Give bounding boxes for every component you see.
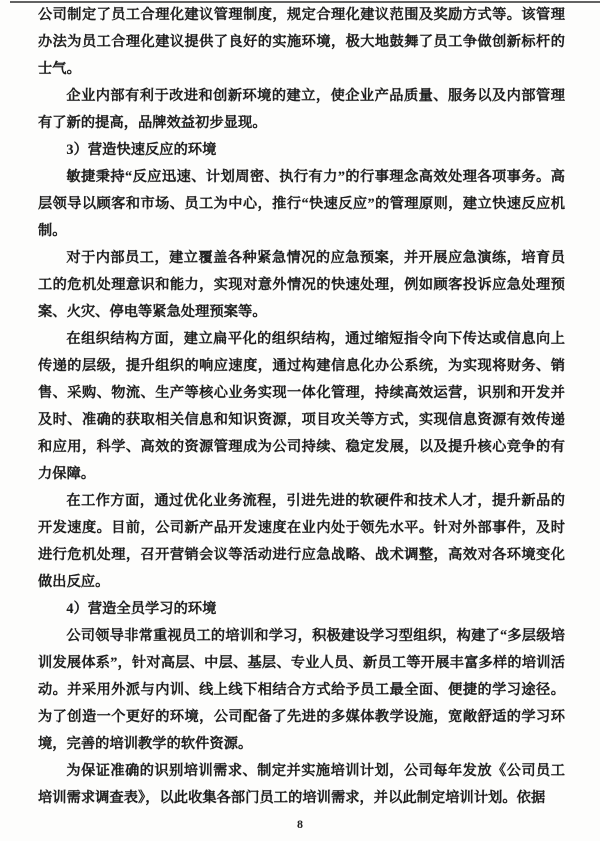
- paragraph-agile-philosophy: 敏捷秉持“反应迅速、计划周密、执行有力”的行事理念高效处理各项事务。高层领导以顾客和市场、员工为中心，推行“快速反应”的管理原则，建立快速反应机制。: [38, 169, 565, 239]
- section-heading-quick-response: 3）营造快速反应的环境: [66, 142, 217, 158]
- paragraph-training-needs-survey: 为保证准确的识别培训需求、制定并实施培训计划，公司每年发放《公司员工培训需求调查表》，以此收集各部门员工的培训需求，并以此制定培训计划。依据: [38, 763, 565, 806]
- page-number: 8: [297, 817, 303, 831]
- paragraph-training-system: 公司领导非常重视员工的培训和学习，积极建设学习型组织，构建了“多层级培训发展体系”，针对高层、中层、基层、专业人员、新员工等开展丰富多样的培训活动。并采用外派与内训、线上线下相结合方式给予员工最全面、便捷的学习途径。为了创造一个更好的环境，公司配备了先进的多媒体教学设施，宽敞舒适的学习环境，完善的培训教学的软件资源。: [38, 628, 565, 752]
- paragraph-internal-improvement: 企业内部有利于改进和创新环境的建立，使企业产品质量、服务以及内部管理有了新的提高，品牌效益初步显现。: [38, 88, 565, 131]
- section-heading-learning-environment: 4）营造全员学习的环境: [66, 601, 217, 617]
- paragraph-organization-structure: 在组织结构方面，建立扁平化的组织结构，通过缩短指令向下传达或信息向上传递的层级，提升组织的响应速度，通过构建信息化办公系统，为实现将财务、销售、采购、物流、生产等核心业务实现一体化管理，持续高效运营，识别和开发并及时、准确的获取相关信息和知识资源，项目攻关等方式，实现信息资源有效传递和应用，科学、高效的资源管理成为公司持续、稳定发展，以及提升核心竞争的有力保障。: [38, 331, 565, 482]
- paragraph-work-optimization: 在工作方面，通过优化业务流程，引进先进的软硬件和技术人才，提升新品的开发速度。目前，公司新产品开发速度在业内处于领先水平。针对外部事件，及时进行危机处理，召开营销会议等活动进行应急战略、战术调整，高效对各环境变化做出反应。: [38, 493, 565, 590]
- paragraph-rationalization-suggestion: 公司制定了员工合理化建议管理制度，规定合理化建议范围及奖励方式等。该管理办法为员工合理化建议提供了良好的实施环境，极大地鼓舞了员工争做创新标杆的士气。: [38, 7, 565, 77]
- paragraph-emergency-plans: 对于内部员工，建立覆盖各种紧急情况的应急预案，并开展应急演练，培育员工的危机处理意识和能力，实现对意外情况的快速处理，例如顾客投诉应急处理预案、火灾、停电等紧急处理预案等。: [38, 250, 565, 320]
- document-body: [38, 2, 565, 812]
